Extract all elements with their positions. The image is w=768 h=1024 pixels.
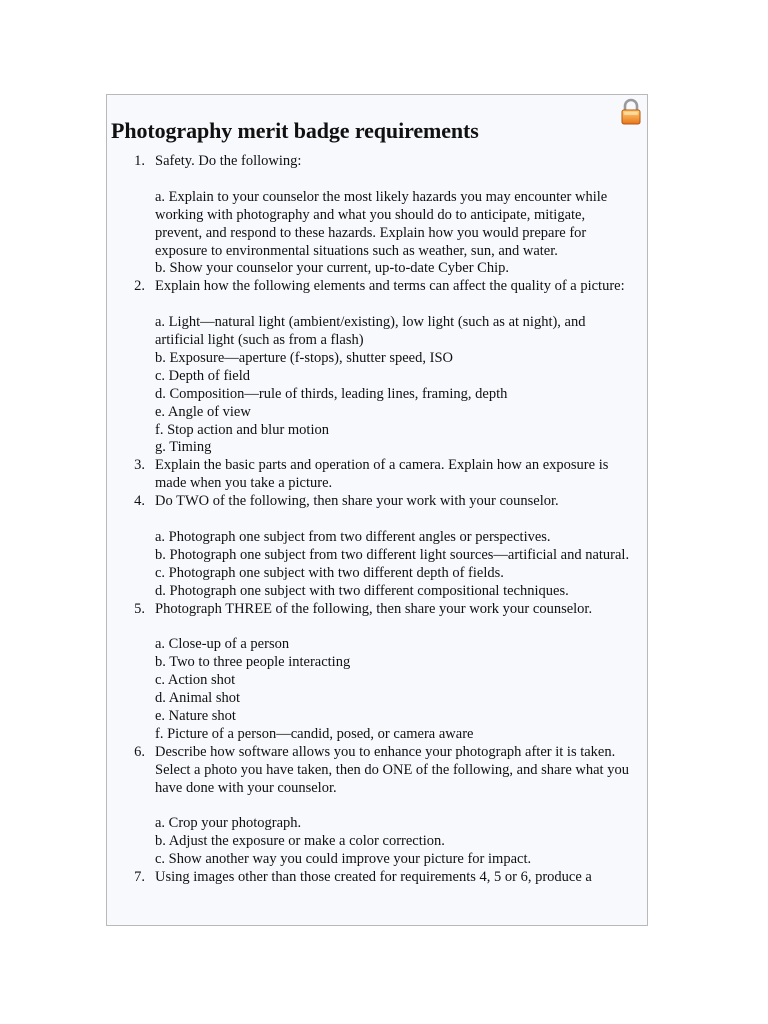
sub-requirement: b. Show your counselor your current, up-to-date Cyber Chip. bbox=[155, 260, 509, 277]
page-title: Photography merit badge requirements bbox=[111, 118, 479, 143]
sub-requirement: d. Photograph one subject with two different compositional techniques. bbox=[155, 582, 569, 599]
requirement-item bbox=[107, 153, 647, 278]
requirement-number: 6. bbox=[134, 743, 145, 760]
sub-requirement: c. Depth of field bbox=[155, 367, 251, 384]
sub-requirement: d. Composition—rule of thirds, leading lines, framing, depth bbox=[155, 385, 508, 402]
requirement-text: Using images other than those created for requirements 4, 5 or 6, produce a bbox=[155, 869, 592, 886]
spacer bbox=[155, 798, 633, 816]
requirement-text: Do TWO of the following, then share your work with your counselor. bbox=[155, 493, 559, 510]
sub-requirement: a. Close-up of a person bbox=[155, 636, 290, 653]
sub-requirement: c. Action shot bbox=[155, 672, 236, 689]
sub-requirement: e. Nature shot bbox=[155, 708, 236, 725]
requirement-number: 5. bbox=[134, 600, 145, 617]
requirement-item bbox=[107, 278, 647, 457]
requirement-text: Explain the basic parts and operation of a camera. Explain how an exposure is made when you take a picture. bbox=[155, 457, 609, 492]
spacer bbox=[155, 619, 633, 637]
requirement-number: 3. bbox=[134, 457, 145, 474]
requirement-text: Describe how software allows you to enhance your photograph after it is taken. Select a photo you have taken, then do ONE of the following, and share what you have done with your counselor. bbox=[155, 743, 629, 796]
requirement-item bbox=[107, 457, 647, 493]
sub-requirement: d. Animal shot bbox=[155, 690, 240, 707]
sub-requirement: b. Adjust the exposure or make a color correction. bbox=[155, 833, 445, 850]
sub-requirement: a. Crop your photograph. bbox=[155, 815, 302, 832]
requirements-list bbox=[107, 153, 647, 887]
spacer bbox=[155, 171, 633, 189]
requirement-number: 4. bbox=[134, 493, 145, 510]
requirement-text: Safety. Do the following: bbox=[155, 153, 302, 169]
sub-requirement: b. Photograph one subject from two different light sources—artificial and natural. bbox=[155, 546, 630, 563]
sub-requirement: g. Timing bbox=[155, 439, 212, 456]
sub-requirement: f. Stop action and blur motion bbox=[155, 421, 329, 438]
sub-requirement: b. Exposure—aperture (f-stops), shutter speed, ISO bbox=[155, 349, 453, 366]
requirement-item bbox=[107, 869, 647, 887]
sub-requirement: a. Light—natural light (ambient/existing), low light (such as at night), and artificial light (such as from a flash) bbox=[155, 314, 586, 349]
sub-requirement: c. Photograph one subject with two different depth of fields. bbox=[155, 564, 504, 581]
sub-requirement: e. Angle of view bbox=[155, 403, 251, 420]
requirement-item bbox=[107, 493, 647, 600]
spacer bbox=[155, 296, 633, 314]
sub-requirement: a. Explain to your counselor the most likely hazards you may encounter while working with photography and what you should do to anticipate, mitigate, prevent, and respond to these hazards. Explain how you would prepare for exposure to environmental situations such as weather, sun, and water. bbox=[155, 188, 608, 259]
sub-requirement: c. Show another way you could improve your picture for impact. bbox=[155, 851, 532, 868]
requirement-text: Photograph THREE of the following, then share your work your counselor. bbox=[155, 600, 593, 617]
sub-requirement: b. Two to three people interacting bbox=[155, 654, 351, 671]
requirement-item bbox=[107, 744, 647, 869]
requirement-text: Explain how the following elements and terms can affect the quality of a picture: bbox=[155, 278, 625, 295]
requirement-item bbox=[107, 601, 647, 744]
lock-icon[interactable] bbox=[620, 98, 642, 125]
sub-requirement: a. Photograph one subject from two different angles or perspectives. bbox=[155, 528, 551, 545]
requirement-number: 1. bbox=[134, 153, 145, 169]
requirement-number: 2. bbox=[134, 278, 145, 295]
spacer bbox=[155, 511, 633, 529]
document-panel bbox=[106, 94, 648, 926]
requirement-number: 7. bbox=[134, 869, 145, 886]
sub-requirement: f. Picture of a person—candid, posed, or camera aware bbox=[155, 725, 474, 742]
